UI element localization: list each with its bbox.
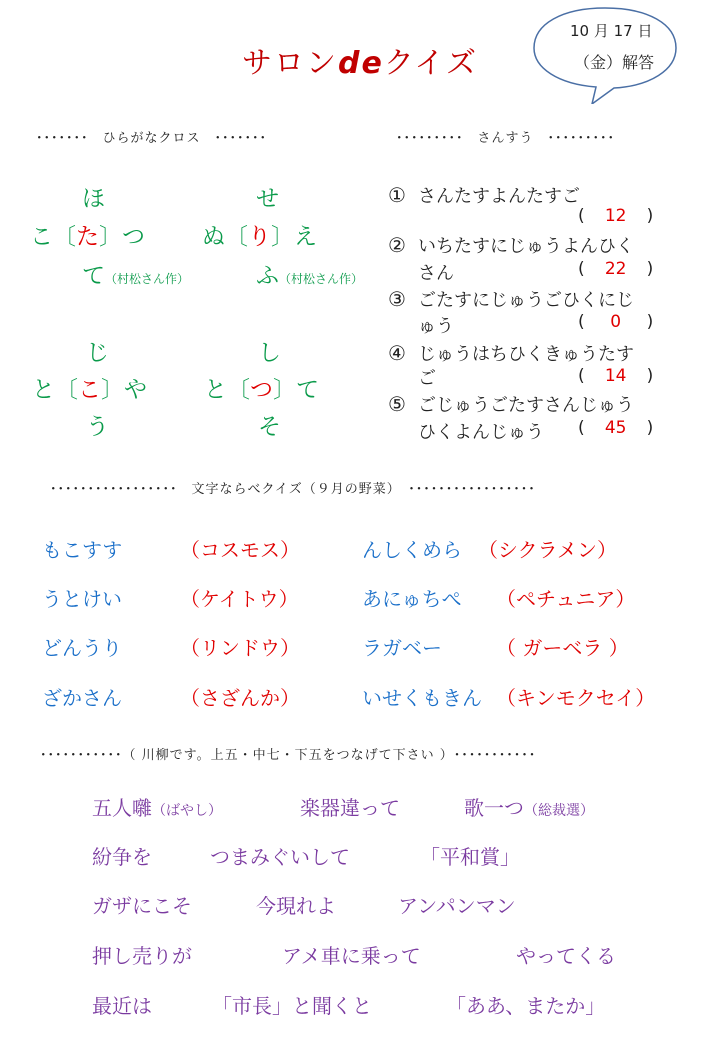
senryu-line-4-b: アメ車に乗って (282, 944, 421, 968)
senryu-line-2-a: 紛争を (92, 845, 152, 869)
page-title: サロンdeクイズ (241, 46, 479, 81)
word-quiz-a-8: （キンモクセイ） (496, 686, 656, 710)
word-quiz-q-7: ラガベー (362, 636, 442, 660)
crossword-2-credit: （村松さん作） (279, 272, 364, 286)
word-quiz-q-5: んしくめら (362, 538, 462, 562)
word-quiz-a-2: （ケイトウ） (180, 587, 299, 611)
word-quiz-a-1: （コスモス） (180, 538, 300, 562)
arithmetic-item-3: ③ ごたすにじゅうごひくにじ (388, 287, 634, 311)
crossword-2-bottom: ふ（村松さん作） (256, 263, 364, 289)
word-quiz-a-6: （ペチュニア） (496, 587, 636, 611)
crossword-1-answer: た (76, 224, 99, 250)
senryu-line-3-a: ガザにこそ (92, 894, 192, 918)
word-quiz-a-7: （ ガーベラ ） (496, 636, 629, 660)
senryu-line-3-b: 今現れよ (256, 894, 336, 918)
word-quiz-q-8: いせくもきん (362, 686, 482, 710)
crossword-4-row: と〔つ〕て (204, 377, 319, 403)
arithmetic-item-2-cont: さん (418, 263, 454, 284)
crossword-2-row: ぬ〔り〕え (202, 224, 317, 250)
arithmetic-item-2: ② いちたすにじゅうよんひく (388, 233, 634, 257)
senryu-line-2-b: つまみぐいして (210, 845, 350, 869)
crossword-4-bottom: そ (258, 414, 281, 440)
crossword-1-credit: （村松さん作） (105, 272, 190, 286)
senryu-line-5-b: 「市長」と聞くと (212, 994, 372, 1018)
arithmetic-answer-2: ( 22 ) (578, 259, 654, 279)
word-quiz-a-4: （さざんか） (180, 686, 300, 710)
arithmetic-answer-4: ( 14 ) (578, 366, 654, 386)
word-quiz-a-5: （シクラメン） (478, 538, 617, 562)
senryu-line-5-a: 最近は (92, 994, 152, 1018)
crossword-3-top: じ (86, 340, 109, 366)
senryu-line-1-b: 楽器違って (300, 796, 400, 820)
crossword-heading: ･･･････ ひらがなクロス ･･･････ (36, 131, 268, 146)
word-quiz-q-3: どんうり (42, 636, 122, 660)
crossword-3-row: と〔こ〕や (32, 377, 147, 403)
arithmetic-answer-3: ( 0 ) (578, 312, 654, 332)
crossword-3-answer: こ (78, 377, 101, 403)
word-quiz-q-6: あにゅちぺ (362, 587, 462, 611)
arithmetic-heading: ･････････ さんすう ･････････ (396, 131, 616, 146)
word-quiz-q-2: うとけい (42, 587, 122, 611)
senryu-line-3-c: アンパンマン (398, 894, 516, 918)
arithmetic-item-1: ① さんたすよんたすご (388, 183, 580, 207)
crossword-2-answer: り (248, 224, 271, 250)
arithmetic-answer-1: ( 12 ) (578, 206, 654, 226)
word-quiz-heading: ･････････････････ 文字ならべクイズ（９月の野菜） ･････････････････ (50, 482, 536, 497)
arithmetic-item-4-cont: ご (418, 368, 436, 389)
arithmetic-item-5-cont: ひくよんじゅう (418, 422, 544, 443)
arithmetic-answer-5: ( 45 ) (578, 418, 654, 438)
word-quiz-a-3: （リンドウ） (180, 636, 300, 660)
crossword-1-row: こ〔た〕つ (30, 224, 145, 250)
date-line-1: 10 月 17 日 (570, 22, 653, 40)
crossword-2-top: せ (256, 186, 279, 212)
crossword-3-bottom: う (86, 414, 109, 440)
senryu-line-2-c: 「平和賞」 (420, 845, 520, 869)
crossword-1-top: ほ (82, 186, 105, 212)
crossword-4-answer: つ (250, 377, 273, 403)
crossword-1-bottom: て（村松さん作） (82, 263, 190, 289)
senryu-heading: ･･･････････（ 川柳です。上五・中七・下五をつなげて下さい ）･･･････････ (40, 748, 537, 763)
senryu-line-1-a: 五人囃（ばやし） (92, 796, 222, 820)
arithmetic-item-5: ⑤ ごじゅうごたすさんじゅう (388, 392, 634, 416)
senryu-line-5-c: 「ああ、またか」 (446, 994, 606, 1018)
arithmetic-item-3-cont: ゅう (418, 316, 454, 337)
word-quiz-q-4: ざかさん (42, 686, 122, 710)
senryu-line-1-c: 歌一つ（総裁選） (464, 796, 594, 820)
senryu-line-4-c: やってくる (516, 944, 616, 968)
date-line-2: （金）解答 (574, 53, 655, 72)
date-bubble (530, 4, 680, 90)
crossword-4-top: し (258, 340, 281, 366)
word-quiz-q-1: もこすす (42, 538, 123, 562)
senryu-line-4-a: 押し売りが (92, 944, 192, 968)
arithmetic-item-4: ④ じゅうはちひくきゅうたす (388, 341, 634, 365)
